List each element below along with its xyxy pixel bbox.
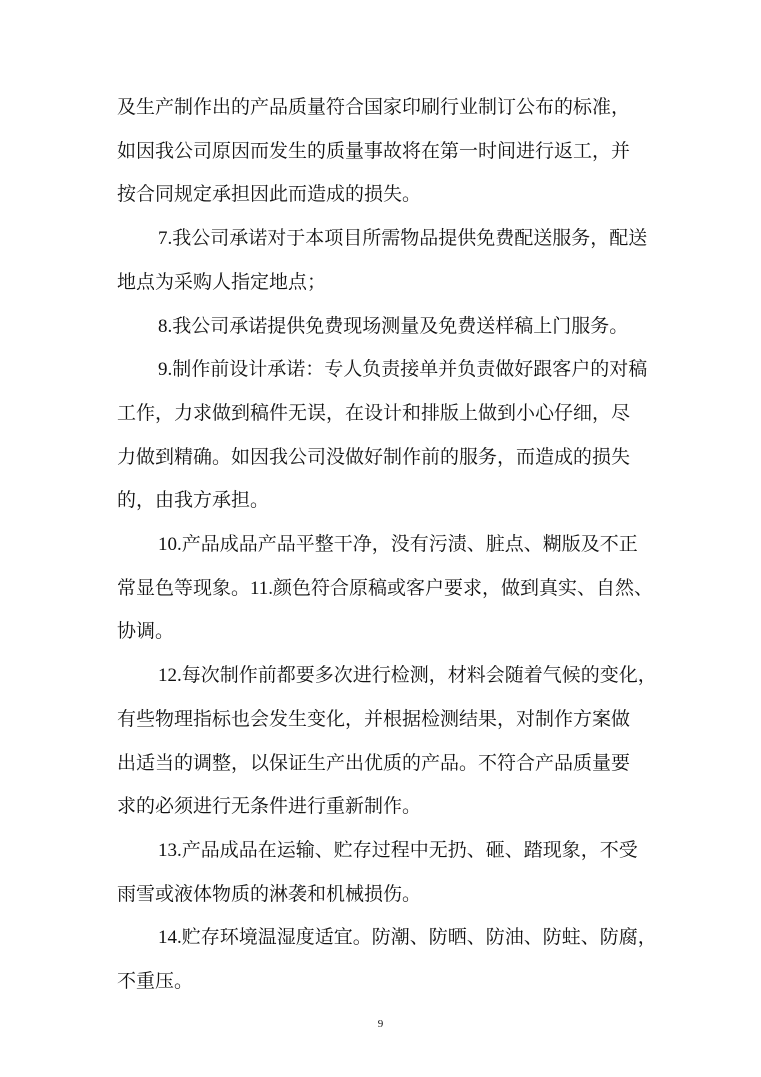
text-line: 不重压。 [117,971,194,992]
text-line: 地点为采购人指定地点； [117,271,327,293]
text-line: 求的必须进行无条件进行重新制作。 [117,796,422,818]
page-number: 9 [377,1018,384,1030]
text-line: 9.制作前设计承诺：专人负责接单并负责做好跟客户的对稿 [158,359,648,381]
text-line: 7.我公司承诺对于本项目所需物品提供免费配送服务，配送 [158,228,648,250]
text-line: 雨雪或液体物质的淋袭和机械损伤。 [117,883,422,905]
text-line: 14.贮存环境温湿度适宜。防潮、防晒、防油、防蛀、防腐， [158,927,657,949]
text-line: 协调。 [117,621,175,643]
text-line: 8.我公司承诺提供免费现场测量及免费送样稿上门服务。 [158,315,629,337]
text-line: 力做到精确。如因我公司没做好制作前的服务，而造成的损失 [117,446,631,468]
text-line: 按合同规定承担因此而造成的损失。 [117,184,422,206]
text-line: 及生产制作出的产品质量符合国家印刷行业制订公布的标准， [117,97,631,118]
text-line: 10.产品成品产品平整干净，没有污渍、脏点、糊版及不正 [158,534,638,555]
text-line: 如因我公司原因而发生的质量事故将在第一时间进行返工，并 [117,140,631,162]
text-line: 工作，力求做到稿件无误，在设计和排版上做到小心仔细，尽 [117,402,631,424]
text-line: 的，由我方承担。 [117,490,270,512]
text-line: 常显色等现象。11.颜色符合原稿或客户要求，做到真实、自然、 [117,577,654,599]
text-line: 12.每次制作前都要多次进行检测，材料会随着气候的变化， [158,665,657,687]
text-line: 出适当的调整，以保证生产出优质的产品。不符合产品质量要 [117,752,631,774]
text-line: 13.产品成品在运输、贮存过程中无扔、砸、踏现象，不受 [158,839,638,861]
text-line: 有些物理指标也会发生变化，并根据检测结果，对制作方案做 [117,708,631,730]
